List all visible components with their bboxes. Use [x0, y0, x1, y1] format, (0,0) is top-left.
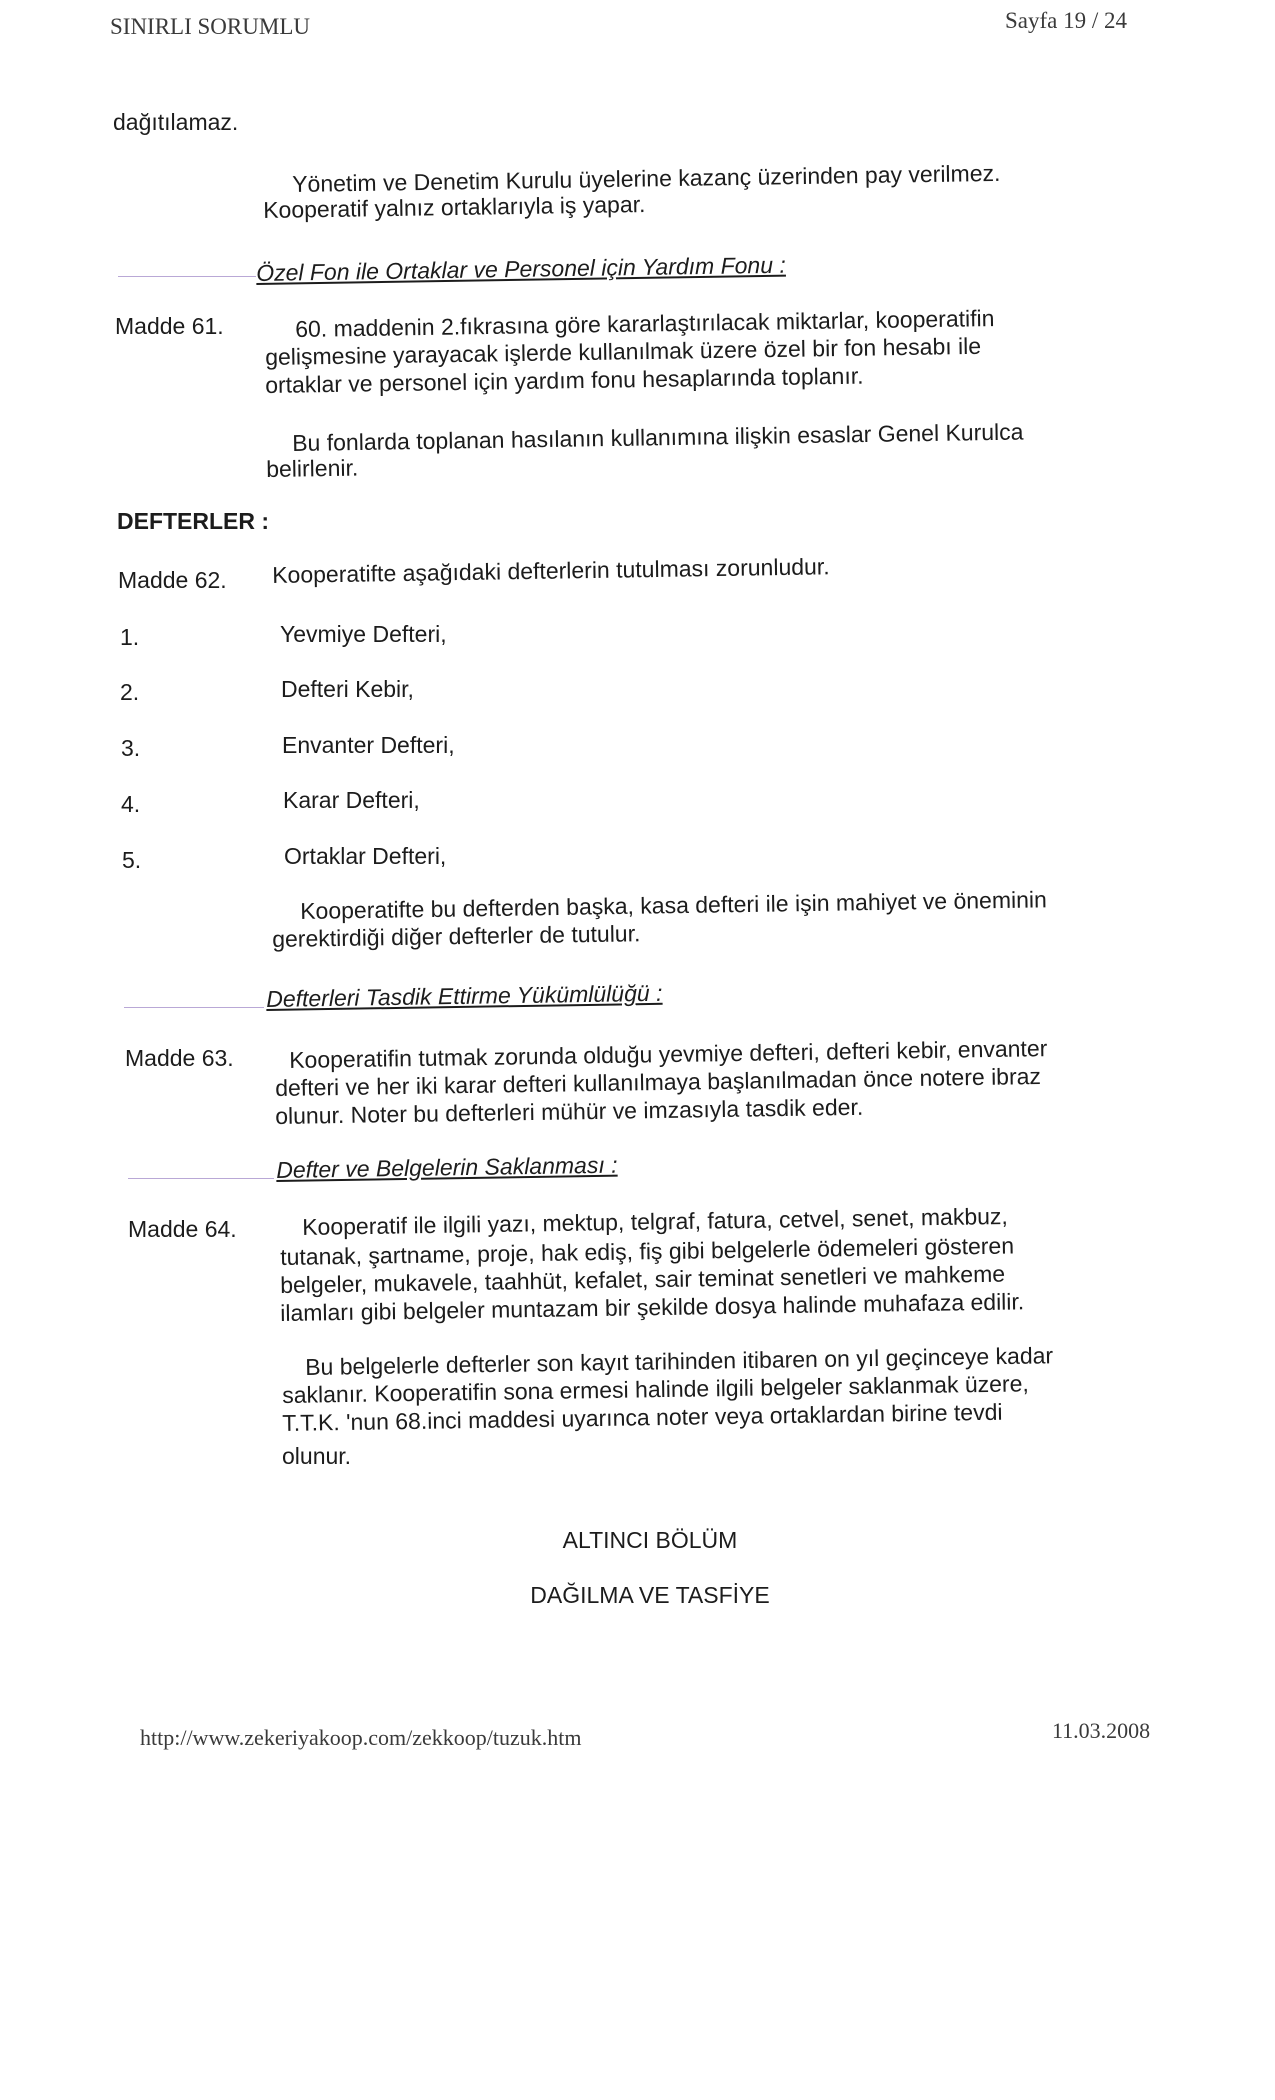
madde-64-subtitle: Defter ve Belgelerin Saklanması :: [276, 1151, 618, 1183]
subtitle-rule: [124, 1007, 264, 1008]
madde-63-line-3: olunur. Noter bu defterleri mühür ve imzasıyla tasdik eder.: [275, 1093, 864, 1129]
footer-url: http://www.zekeriyakoop.com/zekkoop/tuzuk.htm: [140, 1725, 582, 1750]
list-item-number: 3.: [121, 735, 141, 761]
madde-64-para-2-line-4: olunur.: [282, 1443, 352, 1469]
madde-62-text: Kooperatifte aşağıdaki defterlerin tutulması zorunludur.: [272, 553, 830, 588]
madde-61-para-2-line-1: Bu fonlarda toplanan hasılanın kullanımına ilişkin esaslar Genel Kurulca: [292, 418, 1024, 456]
madde-63-label: Madde 63.: [125, 1045, 234, 1071]
page-number: Sayfa 19 / 24: [1005, 8, 1128, 33]
madde-64-line-4: ilamları gibi belgeler muntazam bir şekilde dosya halinde muhafaza edilir.: [280, 1288, 1025, 1326]
intro-para-2: Kooperatif yalnız ortaklarıyla iş yapar.: [263, 190, 646, 223]
list-item-text: Yevmiye Defteri,: [280, 621, 447, 647]
madde-64-para-2-line-3: T.T.K. 'nun 68.inci maddesi uyarınca noter veya ortaklardan birine tevdi: [282, 1398, 1003, 1436]
madde-62-label: Madde 62.: [118, 567, 227, 593]
defterler-note-line-2: gerektirdiği diğer defterler de tutulur.: [272, 920, 641, 952]
header-left: SINIRLI SORUMLU: [110, 14, 310, 39]
madde-64-line-2: tutanak, şartname, proje, hak ediş, fiş gibi belgelerle ödemeleri gösteren: [280, 1232, 1015, 1270]
subtitle-rule: [118, 276, 256, 277]
list-item-number: 1.: [120, 624, 140, 650]
intro-para-1: Yönetim ve Denetim Kurulu üyelerine kazanç üzerinden pay verilmez.: [292, 159, 1001, 197]
madde-64-para-2-line-2: saklanır. Kooperatifin sona ermesi halinde ilgili belgeler saklanmak üzere,: [282, 1370, 1029, 1408]
defterler-note-line-1: Kooperatifte bu defterden başka, kasa defteri ile işin mahiyet ve öneminin: [300, 886, 1048, 924]
section-heading-defterler: DEFTERLER :: [117, 508, 270, 534]
list-item-text: Ortaklar Defteri,: [284, 843, 447, 869]
madde-61-label: Madde 61.: [115, 313, 224, 339]
list-item-text: Defteri Kebir,: [281, 676, 414, 702]
part-title: ALTINCI BÖLÜM: [562, 1527, 738, 1553]
subtitle-rule: [128, 1178, 274, 1179]
footer-date: 11.03.2008: [1052, 1718, 1151, 1743]
list-item-text: Karar Defteri,: [283, 787, 420, 813]
list-item-number: 2.: [120, 679, 140, 705]
madde-64-label: Madde 64.: [128, 1216, 237, 1242]
madde-64-line-1: Kooperatif ile ilgili yazı, mektup, telgraf, fatura, cetvel, senet, makbuz,: [302, 1202, 1009, 1240]
list-item-number: 4.: [121, 791, 141, 817]
section-title: DAĞILMA VE TASFİYE: [530, 1582, 770, 1608]
continuation-text: dağıtılamaz.: [113, 109, 239, 135]
madde-63-line-2: defteri ve her iki karar defteri kullanılmaya başlanılmadan önce notere ibraz: [275, 1062, 1042, 1101]
madde-61-line-1: 60. maddenin 2.fıkrasına göre kararlaştırılacak miktarlar, kooperatifin: [295, 305, 995, 342]
list-item-text: Envanter Defteri,: [282, 732, 455, 758]
madde-64-para-2-line-1: Bu belgelerle defterler son kayıt tarihinden itibaren on yıl geçinceye kadar: [305, 1342, 1054, 1380]
madde-61-line-2: gelişmesine yarayacak işlerde kullanılmak üzere özel bir fon hesabı ile: [265, 332, 982, 370]
madde-61-line-3: ortaklar ve personel için yardım fonu hesaplarında toplanır.: [265, 362, 864, 398]
madde-63-line-1: Kooperatifin tutmak zorunda olduğu yevmiye defteri, defteri kebir, envanter: [289, 1035, 1048, 1073]
madde-61-subtitle: Özel Fon ile Ortaklar ve Personel için Yardım Fonu :: [256, 251, 786, 286]
madde-63-subtitle: Defterleri Tasdik Ettirme Yükümlülüğü :: [266, 979, 663, 1012]
madde-61-para-2-line-2: belirlenir.: [266, 454, 359, 482]
list-item-number: 5.: [122, 847, 142, 873]
madde-64-line-3: belgeler, mukavele, taahhüt, kefalet, sair teminat senetleri ve mahkeme: [280, 1260, 1006, 1298]
